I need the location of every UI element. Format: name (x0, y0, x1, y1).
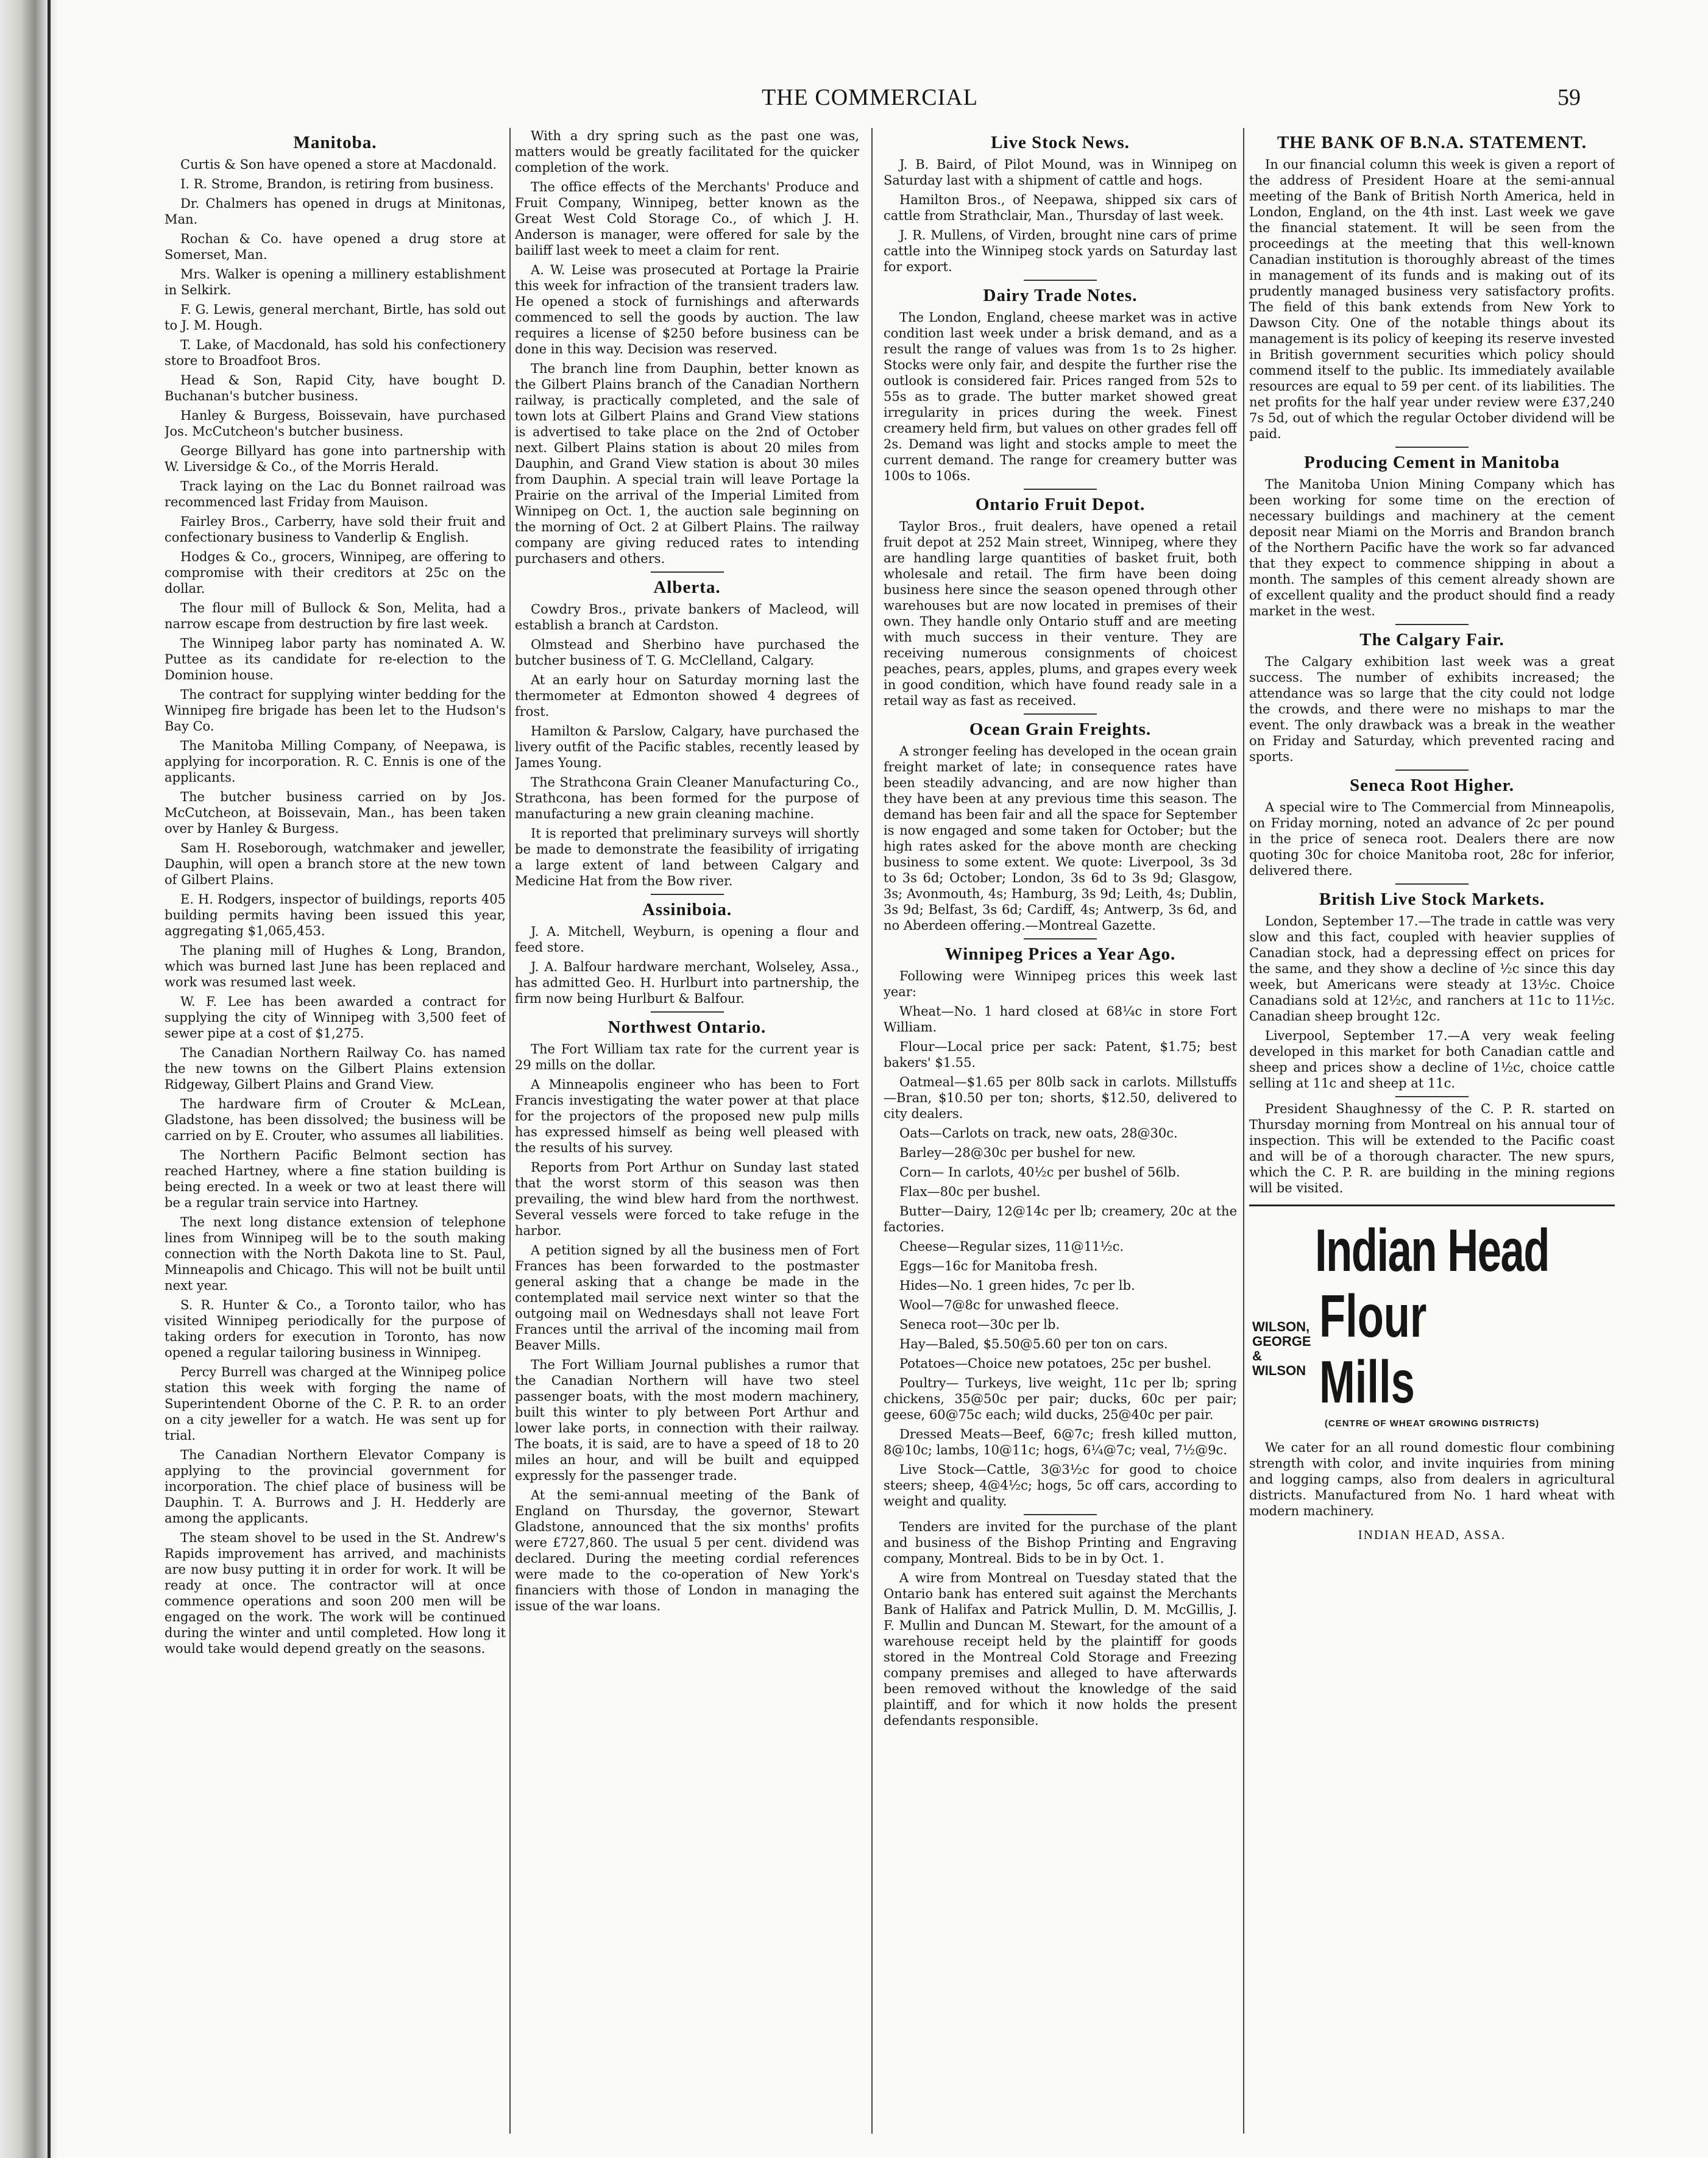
article-paragraph: J. R. Mullens, of Virden, brought nine cars of prime cattle into the Winnipeg stock yards on Saturday last for export. (884, 228, 1237, 274)
article-paragraph: E. H. Rodgers, inspector of buildings, reports 405 building permits having been issued this year, aggregating $1,065,453. (165, 892, 506, 938)
section-divider (1395, 769, 1469, 771)
article-paragraph: George Billyard has gone into partnership with W. Liversidge & Co., of the Morris Herald. (165, 444, 506, 474)
article-paragraph: A wire from Montreal on Tuesday stated that the Ontario bank has entered suit against the Merchants Bank of Halifax and Patrick Mullin, D. M. McGillis, J. F. Mullin and Duncan M. Stewart, for the amount of a warehouse receipt held by the plaintiff for goods stored in the Montreal Cold Storage and Freezing company premises and alleged to have afterwards been removed without the knowledge of the said plaintiff, and for which it now holds the present defendants responsible. (884, 1571, 1237, 1728)
article-paragraph: The flour mill of Bullock & Son, Melita, had a narrow escape from destruction by fire last week. (165, 601, 506, 631)
section-divider (651, 571, 724, 573)
article-paragraph: Hides—No. 1 green hides, 7c per lb. (899, 1278, 1135, 1293)
article-paragraph: Oatmeal—$1.65 per 80lb sack in carlots. Millstuffs—Bran, $10.50 per ton; shorts, $12.50, delivered to city dealers. (884, 1075, 1237, 1121)
article-paragraph: The Strathcona Grain Cleaner Manufacturing Co., Strathcona, has been formed for the purpose of manufacturing a new grain cleaning machine. (515, 775, 859, 821)
article-paragraph: J. A. Mitchell, Weyburn, is opening a flour and feed store. (515, 924, 859, 955)
article-paragraph: I. R. Strome, Brandon, is retiring from business. (180, 177, 494, 191)
section-divider (1395, 447, 1469, 448)
ad-proprietor: GEORGE & (1252, 1334, 1311, 1364)
article-paragraph: Percy Burrell was charged at the Winnipeg police station this week with forging the name of Superintendent Oborne of the C. P. R. to an order on a city jeweller for a watch. He was sent up for trial. (165, 1365, 506, 1443)
article-paragraph: Mrs. Walker is opening a millinery establishment in Selkirk. (165, 267, 506, 297)
article-paragraph: The Manitoba Union Mining Company which has been working for some time on the erection of necessary buildings and machinery at the cement deposit near Miami on the Morris and Brandon branch of the Northern Pacific have the work so far advanced that they expect to commence shipping in about a month. The samples of this cement already shown are of excellent quality and the product should find a ready market in the west. (1249, 477, 1615, 618)
article-paragraph: J. B. Baird, of Pilot Mound, was in Winnipeg on Saturday last with a shipment of cattle and hogs. (884, 157, 1237, 188)
article-paragraph: W. F. Lee has been awarded a contract for supplying the city of Winnipeg with 3,500 feet of sewer pipe at a cost of $1,275. (165, 994, 506, 1041)
article-paragraph: Olmstead and Sherbino have purchased the butcher business of T. G. McClelland, Calgary. (515, 637, 859, 668)
article-paragraph: At an early hour on Saturday morning last the thermometer at Edmonton showed 4 degrees of frost. (515, 673, 859, 719)
article-paragraph: The Northern Pacific Belmont section has reached Hartney, where a fine station building is being erected. In a week or two at least there will be a regular train service into Hartney. (165, 1148, 506, 1210)
article-paragraph: J. A. Balfour hardware merchant, Wolseley, Assa., has admitted Geo. H. Hurlburt into partnership, the firm now being Hurlburt & Balfour. (515, 960, 859, 1006)
article-paragraph: Curtis & Son have opened a store at Macdonald. (180, 157, 497, 172)
article-paragraph: Seneca root—30c per lb. (899, 1317, 1060, 1332)
section-heading: The Calgary Fair. (1359, 630, 1504, 649)
article-paragraph: Oats—Carlots on track, new oats, 28@30c. (899, 1126, 1178, 1141)
page-title: THE COMMERCIAL (762, 85, 978, 110)
section-divider (1024, 1514, 1097, 1515)
section-heading: THE BANK OF B.N.A. STATEMENT. (1277, 133, 1587, 152)
article-paragraph: A stronger feeling has developed in the ocean grain freight market of late; in consequence rates have been steadily advancing, and are now higher than they have been at any previous time this season. The demand has been fair and all the space for September is now engaged and some taken for October; but the high rates asked for the above month are checking business to some extent. We quote: Liverpool, 3s 3d to 3s 6d; October; London, 3s 6d to 3s 9d; Glasgow, 3s; Avonmouth, 4s; Hamburg, 3s 9d; Leith, 4s; Dublin, 3s 9d; Belfast, 3s 6d; Cardiff, 4s; Antwerp, 3s 6d, and no Aberdeen offering.—Montreal Gazette. (884, 744, 1237, 933)
article-paragraph: Live Stock—Cattle, 3@3½c for good to choice steers; sheep, 4@4½c; hogs, 5c off cars, according to weight and quality. (884, 1462, 1237, 1509)
column-1 (165, 128, 506, 2134)
article-paragraph: The Calgary exhibition last week was a great success. The number of exhibits increased; the attendance was so large that the city could not lodge the crowds, and there were no mishaps to mar the event. The only drawback was a break in the weather on Friday and Saturday, which prevented racing and sports. (1249, 654, 1615, 764)
article-paragraph: President Shaughnessy of the C. P. R. started on Thursday morning from Montreal on his annual tour of inspection. This will be extended to the Pacific coast and will be of a thorough character. The new spurs, which the C. P. R. are building in the mining regions will be visited. (1249, 1102, 1615, 1195)
ad-proprietors (1252, 1320, 1313, 1378)
article-paragraph: Hamilton Bros., of Neepawa, shipped six cars of cattle from Strathclair, Man., Thursday of last week. (884, 193, 1237, 223)
article-paragraph: Sam H. Roseborough, watchmaker and jeweller, Dauphin, will open a branch store at the new town of Gilbert Plains. (165, 841, 506, 887)
ad-proprietor: WILSON, (1252, 1319, 1310, 1334)
page-number: 59 (1557, 85, 1581, 110)
article-paragraph: Cowdry Bros., private bankers of Macleod, will establish a branch at Cardston. (515, 602, 859, 632)
ad-place: INDIAN HEAD, ASSA. (1358, 1527, 1506, 1542)
section-heading: Ocean Grain Freights. (969, 720, 1152, 739)
article-paragraph: Eggs—16c for Manitoba fresh. (899, 1259, 1098, 1273)
article-paragraph: Wheat—No. 1 hard closed at 68¼c in store Fort William. (884, 1004, 1237, 1035)
article-paragraph: Barley—28@30c per bushel for new. (899, 1145, 1136, 1160)
article-paragraph: Reports from Port Arthur on Sunday last stated that the worst storm of this season was then prevailing, the wind blew hard from the northwest. Several vessels were forced to take refuge in the harbor. (515, 1160, 859, 1238)
section-heading: Ontario Fruit Depot. (975, 495, 1146, 514)
article-paragraph: Fairley Bros., Carberry, have sold their fruit and confectionary business to Vanderlip & English. (165, 514, 506, 545)
article-paragraph: Hamilton & Parslow, Calgary, have purchased the livery outfit of the Pacific stables, recently leased by James Young. (515, 724, 859, 770)
section-divider (651, 1011, 724, 1013)
article-paragraph: Dr. Chalmers has opened in drugs at Minitonas, Man. (165, 196, 506, 227)
article-paragraph: The Canadian Northern Railway Co. has named the new towns on the Gilbert Plains extension Ridgeway, Gilbert Plains and Grand View. (165, 1045, 506, 1092)
article-paragraph: The Winnipeg labor party has nominated A. W. Puttee as its candidate for re-election to the Dominion house. (165, 636, 506, 682)
article-paragraph: With a dry spring such as the past one was, matters would be greatly facilitated for the quicker completion of the work. (515, 129, 859, 175)
section-heading: Producing Cement in Manitoba (1304, 453, 1560, 472)
article-paragraph: Wool—7@8c for unwashed fleece. (899, 1298, 1119, 1312)
article-paragraph: Hodges & Co., grocers, Winnipeg, are offering to compromise with their creditors at 25c on the dollar. (165, 550, 506, 596)
article-paragraph: Dressed Meats—Beef, 6@7c; fresh killed mutton, 8@10c; lambs, 10@11c; hogs, 6¼@7c; veal, 7½@9c. (884, 1427, 1237, 1457)
article-paragraph: The Manitoba Milling Company, of Neepawa, is applying for incorporation. R. C. Ennis is one of the applicants. (165, 738, 506, 785)
ad-row (1249, 1283, 1615, 1415)
article-paragraph: A Minneapolis engineer who has been to Fort Francis investigating the water power at that place for the projectors of the proposed new pulp mills has expressed himself as being well pleased with the results of his survey. (515, 1077, 859, 1155)
section-heading: Dairy Trade Notes. (983, 286, 1138, 305)
article-paragraph: At the semi-annual meeting of the Bank of England on Thursday, the governor, Stewart Gladstone, announced that the six months' profits were £727,860. The usual 5 per cent. dividend was declared. During the meeting cordial references were made to the co-operation of New York's financiers with those of London in managing the issue of the war loans. (515, 1488, 859, 1613)
section-divider (1395, 624, 1469, 625)
section-divider (1024, 280, 1097, 281)
ad-brand: Indian Head (1314, 1217, 1550, 1284)
article-paragraph: Corn— In carlots, 40½c per bushel of 56lb. (899, 1165, 1180, 1180)
flour-mills-advertisement (1249, 1205, 1615, 1543)
section-heading: Alberta. (653, 578, 721, 597)
article-paragraph: It is reported that preliminary surveys will shortly be made to demonstrate the feasibility of irrigating a large extent of land between Calgary and Medicine Hat from the Bow river. (515, 826, 859, 888)
article-paragraph: The Canadian Northern Elevator Company is applying to the provincial government for incorporation. The chief place of business will be Dauphin. T. A. Burrows and J. H. Hedderly are among the applicants. (165, 1448, 506, 1526)
ad-proprietor: WILSON (1252, 1363, 1306, 1378)
article-paragraph: The Fort William tax rate for the current year is 29 mills on the dollar. (515, 1042, 859, 1072)
section-heading: British Live Stock Markets. (1319, 890, 1545, 909)
section-heading: Assiniboia. (642, 900, 732, 919)
column-3 (884, 128, 1237, 2134)
ad-product: Flour Mills (1319, 1282, 1427, 1415)
article-paragraph: Track laying on the Lac du Bonnet railroad was recommenced last Friday from Mauison. (165, 479, 506, 509)
page-header (0, 84, 1708, 115)
article-paragraph: Flax—80c per bushel. (899, 1184, 1041, 1199)
section-divider (651, 894, 724, 895)
section-divider (1024, 938, 1097, 939)
article-paragraph: The Fort William Journal publishes a rumor that the Canadian Northern will have two steel passenger boats, with the most modern machinery, built this winter to ply between Port Arthur and lower lake ports, in connection with their railway. The boats, it is said, are to have a speed of 18 to 20 miles an hour, and will be built and equipped expressly for the passenger trade. (515, 1357, 859, 1483)
article-paragraph: Rochan & Co. have opened a drug store at Somerset, Man. (165, 232, 506, 262)
article-paragraph: A special wire to The Commercial from Minneapolis, on Friday morning, noted an advance of 2c per pound in the price of seneca root. Dealers there are now quoting 30c for choice Manitoba root, 28c for inferior, delivered there. (1249, 800, 1615, 878)
article-paragraph: Tenders are invited for the purchase of the plant and business of the Bishop Printing and Engraving company, Montreal. Bids to be in by Oct. 1. (884, 1519, 1237, 1566)
article-paragraph: The office effects of the Merchants' Produce and Fruit Company, Winnipeg, better known as the Great West Cold Storage Co., of which J. H. Anderson is manager, were offered for sale by the bailiff last week to meet a claim for rent. (515, 180, 859, 258)
article-paragraph: Taylor Bros., fruit dealers, have opened a retail fruit depot at 252 Main street, Winnipeg, where they are handling large quantities of basket fruit, both wholesale and retail. The firm have been doing business here since the season opened through other warehouses but are now located in premises of their own. They handle only Ontario stuff and are meeting with much success in their venture. They are receiving numerous consignments of choicest peaches, pears, apples, plums, and grapes every week in good condition, which have found ready sale in a retail way as fast as received. (884, 519, 1237, 708)
article-paragraph: The butcher business carried on by Jos. McCutcheon, at Boissevain, Man., has been taken over by Hanley & Burgess. (165, 790, 506, 836)
article-paragraph: London, September 17.—The trade in cattle was very slow and this fact, coupled with heavier supplies of Canadian stock, had a depressing effect on prices for the same, and they show a decline of ½c since this day week, but Americans were steady at 13½c. Choice Canadians sold at 12½c, and ranchers at 11c to 11½c. Canadian sheep brought 12c. (1249, 914, 1615, 1024)
article-paragraph: A petition signed by all the business men of Fort Frances has been forwarded to the postmaster general asking that a change be made in the contemplated mail service next winter so that the outgoing mail on Wednesdays shall not leave Fort Frances until the arrival of the incoming mail from Beaver Mills. (515, 1243, 859, 1353)
column-rule (1243, 128, 1244, 2134)
article-paragraph: Hay—Baled, $5.50@5.60 per ton on cars. (899, 1337, 1168, 1351)
section-divider (1024, 489, 1097, 490)
article-paragraph: T. Lake, of Macdonald, has sold his confectionery store to Broadfoot Bros. (165, 338, 506, 368)
article-paragraph: The branch line from Dauphin, better known as the Gilbert Plains branch of the Canadian Northern railway, is practically completed, and the sale of town lots at Gilbert Plains and Grand View stations is advertised to take place on the 2nd of October next. Gilbert Plains station is about 20 miles from Dauphin, and Grand View station is about 30 miles from Dauphin. A special train will leave Portage la Prairie on the arrival of the Imperial Limited from Winnipeg on Oct. 1, the auction sale beginning on the morning of Oct. 2 at Gilbert Plains. The railway company are giving reduced rates to intending purchasers and others. (515, 361, 859, 566)
section-heading: Seneca Root Higher. (1349, 776, 1515, 795)
column-rule (509, 128, 511, 2134)
column-rule (871, 128, 873, 2134)
article-paragraph: A. W. Leise was prosecuted at Portage la Prairie this week for infraction of the transient traders law. He opened a stock of furnishings and afterwards commenced to sell the goods by auction. The law requires a license of $250 before business can be done in this way. Decision was reserved. (515, 263, 859, 356)
section-divider (1395, 1096, 1469, 1097)
article-paragraph: Liverpool, September 17.—A very weak feeling developed in this market for both Canadian cattle and sheep and prices show a decline of 1½c, choice cattle selling at 11c and sheep at 11c. (1249, 1028, 1615, 1091)
article-paragraph: Following were Winnipeg prices this week last year: (884, 969, 1237, 999)
binding-line (48, 0, 51, 2158)
section-heading: Winnipeg Prices a Year Ago. (944, 944, 1176, 964)
section-heading: Live Stock News. (991, 133, 1130, 152)
column-4 (1249, 128, 1615, 2134)
article-paragraph: F. G. Lewis, general merchant, Birtle, has sold out to J. M. Hough. (165, 302, 506, 333)
article-paragraph: The London, England, cheese market was in active condition last week under a brisk demand, and as a result the range of values was from 1s to 2s higher. Stocks were only fair, and despite the further rise the outlook is considered fair. Prices ranged from 52s to 55s as to grade. The butter market showed great irregularity in prices during the week. Finest creamery held firm, but values on other grades fell off 2s. Demand was light and stocks ample to meet the current demand. The range for creamery butter was 100s to 106s. (884, 310, 1237, 483)
article-paragraph: Potatoes—Choice new potatoes, 25c per bushel. (899, 1356, 1212, 1371)
article-paragraph: The planing mill of Hughes & Long, Brandon, which was burned last June has been replaced and work was resumed last week. (165, 943, 506, 989)
section-heading: Northwest Ontario. (608, 1017, 767, 1037)
article-paragraph: The next long distance extension of telephone lines from Winnipeg will be to the south making connection with the North Dakota line to St. Paul, Minneapolis and Chicago. This will not be built until next year. (165, 1215, 506, 1293)
column-2 (515, 128, 859, 2134)
article-paragraph: The contract for supplying winter bedding for the Winnipeg fire brigade has been let to the Hudson's Bay Co. (165, 687, 506, 734)
section-divider (1024, 713, 1097, 715)
article-paragraph: The hardware firm of Crouter & McLean, Gladstone, has been dissolved; the business will be carried on by E. Crouter, who assumes all liabilities. (165, 1097, 506, 1143)
article-paragraph: In our financial column this week is given a report of the address of President Hoare at the semi-annual meeting of the Bank of British North America, held in London, England, on the 4th inst. Last week we gave the financial statement. It will be seen from the proceedings at the meeting that this well-known Canadian institution is thoroughly abreast of the times in management of its funds and is making out of its prudently managed business very satisfactory profits. The field of this bank extends from New York to Dawson City. One of the notable things about its management is its policy of keeping its reserve invested in British government securities which policy should commend itself to the public. Its immediately available resources are equal to 59 per cent. of its liabilities. The net profits for the half year under review were £37,240 7s 5d, out of which the regular October dividend will be paid. (1249, 157, 1615, 441)
article-paragraph: Head & Son, Rapid City, have bought D. Buchanan's butcher business. (165, 373, 506, 403)
ad-tagline: (CENTRE OF WHEAT GROWING DISTRICTS) (1324, 1418, 1540, 1429)
article-paragraph: S. R. Hunter & Co., a Toronto tailor, who has visited Winnipeg periodically for the purpose of taking orders for execution in Toronto, has now opened a regular tailoring business in Winnipeg. (165, 1298, 506, 1360)
article-paragraph: Poultry— Turkeys, live weight, 11c per lb; spring chickens, 35@50c per pair; ducks, 60c per pair; geese, 60@75c each; wild ducks, 25@40c per pair. (884, 1376, 1237, 1422)
ad-body: We cater for an all round domestic flour combining strength with color, and invite inquiries from mining and logging camps, also from dealers in agricultural districts. Manufactured from No. 1 hard wheat with modern machinery. (1249, 1440, 1615, 1518)
article-paragraph: Flour—Local price per sack: Patent, $1.75; best bakers' $1.55. (884, 1039, 1237, 1070)
section-heading: Manitoba. (293, 133, 377, 152)
section-divider (1395, 883, 1469, 885)
article-paragraph: Butter—Dairy, 12@14c per lb; creamery, 20c at the factories. (884, 1204, 1237, 1234)
article-paragraph: Hanley & Burgess, Boissevain, have purchased Jos. McCutcheon's butcher business. (165, 408, 506, 439)
article-paragraph: The steam shovel to be used in the St. Andrew's Rapids improvement has arrived, and machinists are now busy putting it in order for work. It will be ready at once. The contractor will at once commence operations and soon 200 men will be engaged on the work. The work will be continued during the winter and until completed. How long it would take would depend greatly on the seasons. (165, 1530, 506, 1656)
article-paragraph: Cheese—Regular sizes, 11@11½c. (899, 1239, 1124, 1254)
